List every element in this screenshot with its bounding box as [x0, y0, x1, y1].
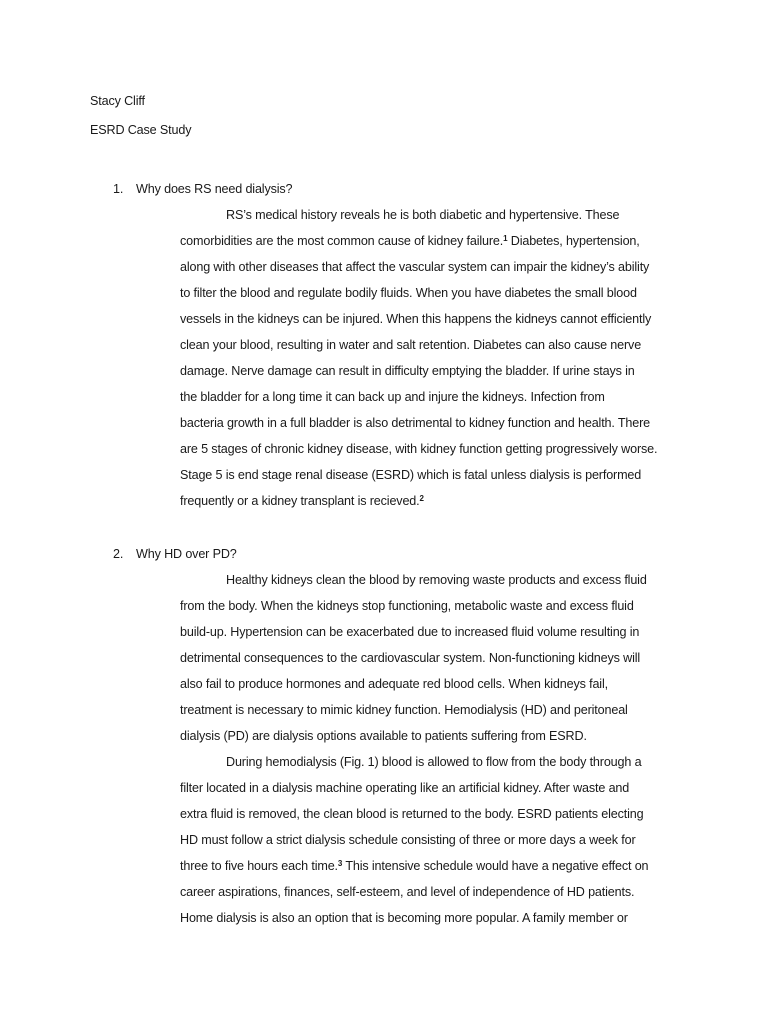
question-2-number: 2. — [113, 547, 124, 561]
question-1-text: Why does RS need dialysis? — [136, 182, 293, 196]
answer-1-line-10: are 5 stages of chronic kidney disease, with kidney function getting progressively worse. — [180, 442, 658, 456]
answer-2-line-3: build-up. Hypertension can be exacerbated due to increased fluid volume resulting in — [180, 625, 640, 639]
answer-1-line-7: damage. Nerve damage can result in difficulty emptying the bladder. If urine stays in — [180, 364, 635, 378]
answer-2-line-13: career aspirations, finances, self-esteem, and level of independence of HD patients. — [180, 885, 635, 899]
answer-1-line-9: bacteria growth in a full bladder is also detrimental to kidney function and health. There — [180, 416, 651, 430]
answer-2-line-14: Home dialysis is also an option that is becoming more popular. A family member or — [180, 911, 628, 925]
answer-2-line-8: During hemodialysis (Fig. 1) blood is allowed to flow from the body through a — [226, 755, 642, 769]
answer-1-line-6: clean your blood, resulting in water and salt retention. Diabetes can also cause nerve — [180, 338, 642, 352]
answer-2-line-4: detrimental consequences to the cardiovascular system. Non-functioning kidneys will — [180, 651, 641, 665]
answer-2-line-1: Healthy kidneys clean the blood by removing waste products and excess fluid — [226, 573, 647, 587]
answer-1-line-11: Stage 5 is end stage renal disease (ESRD) which is fatal unless dialysis is performed — [180, 468, 642, 482]
answer-2-line-9: filter located in a dialysis machine operating like an artificial kidney. After waste and — [180, 781, 630, 795]
answer-2-line-12: three to five hours each time.$^3$ This intensive schedule would have a negative effect on — [180, 859, 649, 873]
question-1-number: 1. — [113, 182, 124, 196]
answer-2-line-2: from the body. When the kidneys stop functioning, metabolic waste and excess fluid — [180, 599, 634, 613]
answer-2-line-6: treatment is necessary to mimic kidney function. Hemodialysis (HD) and peritoneal — [180, 703, 628, 717]
question-2-text: Why HD over PD? — [136, 547, 237, 561]
footnote-ref-2: 2 — [419, 494, 424, 503]
answer-1-line-12: frequently or a kidney transplant is recieved.$^2$ — [180, 494, 424, 508]
answer-1-line-3: along with other diseases that affect the vascular system can impair the kidney’s ability — [180, 260, 650, 274]
answer-2-line-7: dialysis (PD) are dialysis options available to patients suffering from ESRD. — [180, 729, 587, 743]
answer-1-line-5: vessels in the kidneys can be injured. When this happens the kidneys cannot efficiently — [180, 312, 652, 326]
footnote-ref-3: 3 — [337, 859, 343, 868]
answer-1-line-8: the bladder for a long time it can back up and injure the kidneys. Infection from — [180, 390, 605, 404]
answer-1-line-1: RS’s medical history reveals he is both diabetic and hypertensive. These — [226, 208, 620, 222]
author-name: Stacy Cliff — [90, 94, 145, 108]
answer-1-line-2: comorbidities are the most common cause of kidney failure.$^1$ Diabetes, hypertension, — [180, 234, 640, 248]
answer-1-line-4: to filter the blood and regulate bodily fluids. When you have diabetes the small blood — [180, 286, 637, 300]
document-title: ESRD Case Study — [90, 123, 192, 137]
answer-2-line-10: extra fluid is removed, the clean blood is returned to the body. ESRD patients electing — [180, 807, 644, 821]
answer-2-line-5: also fail to produce hormones and adequate red blood cells. When kidneys fail, — [180, 677, 608, 691]
answer-2-line-11: HD must follow a strict dialysis schedule consisting of three or more days a week for — [180, 833, 636, 847]
footnote-ref-1: 1 — [503, 234, 508, 243]
